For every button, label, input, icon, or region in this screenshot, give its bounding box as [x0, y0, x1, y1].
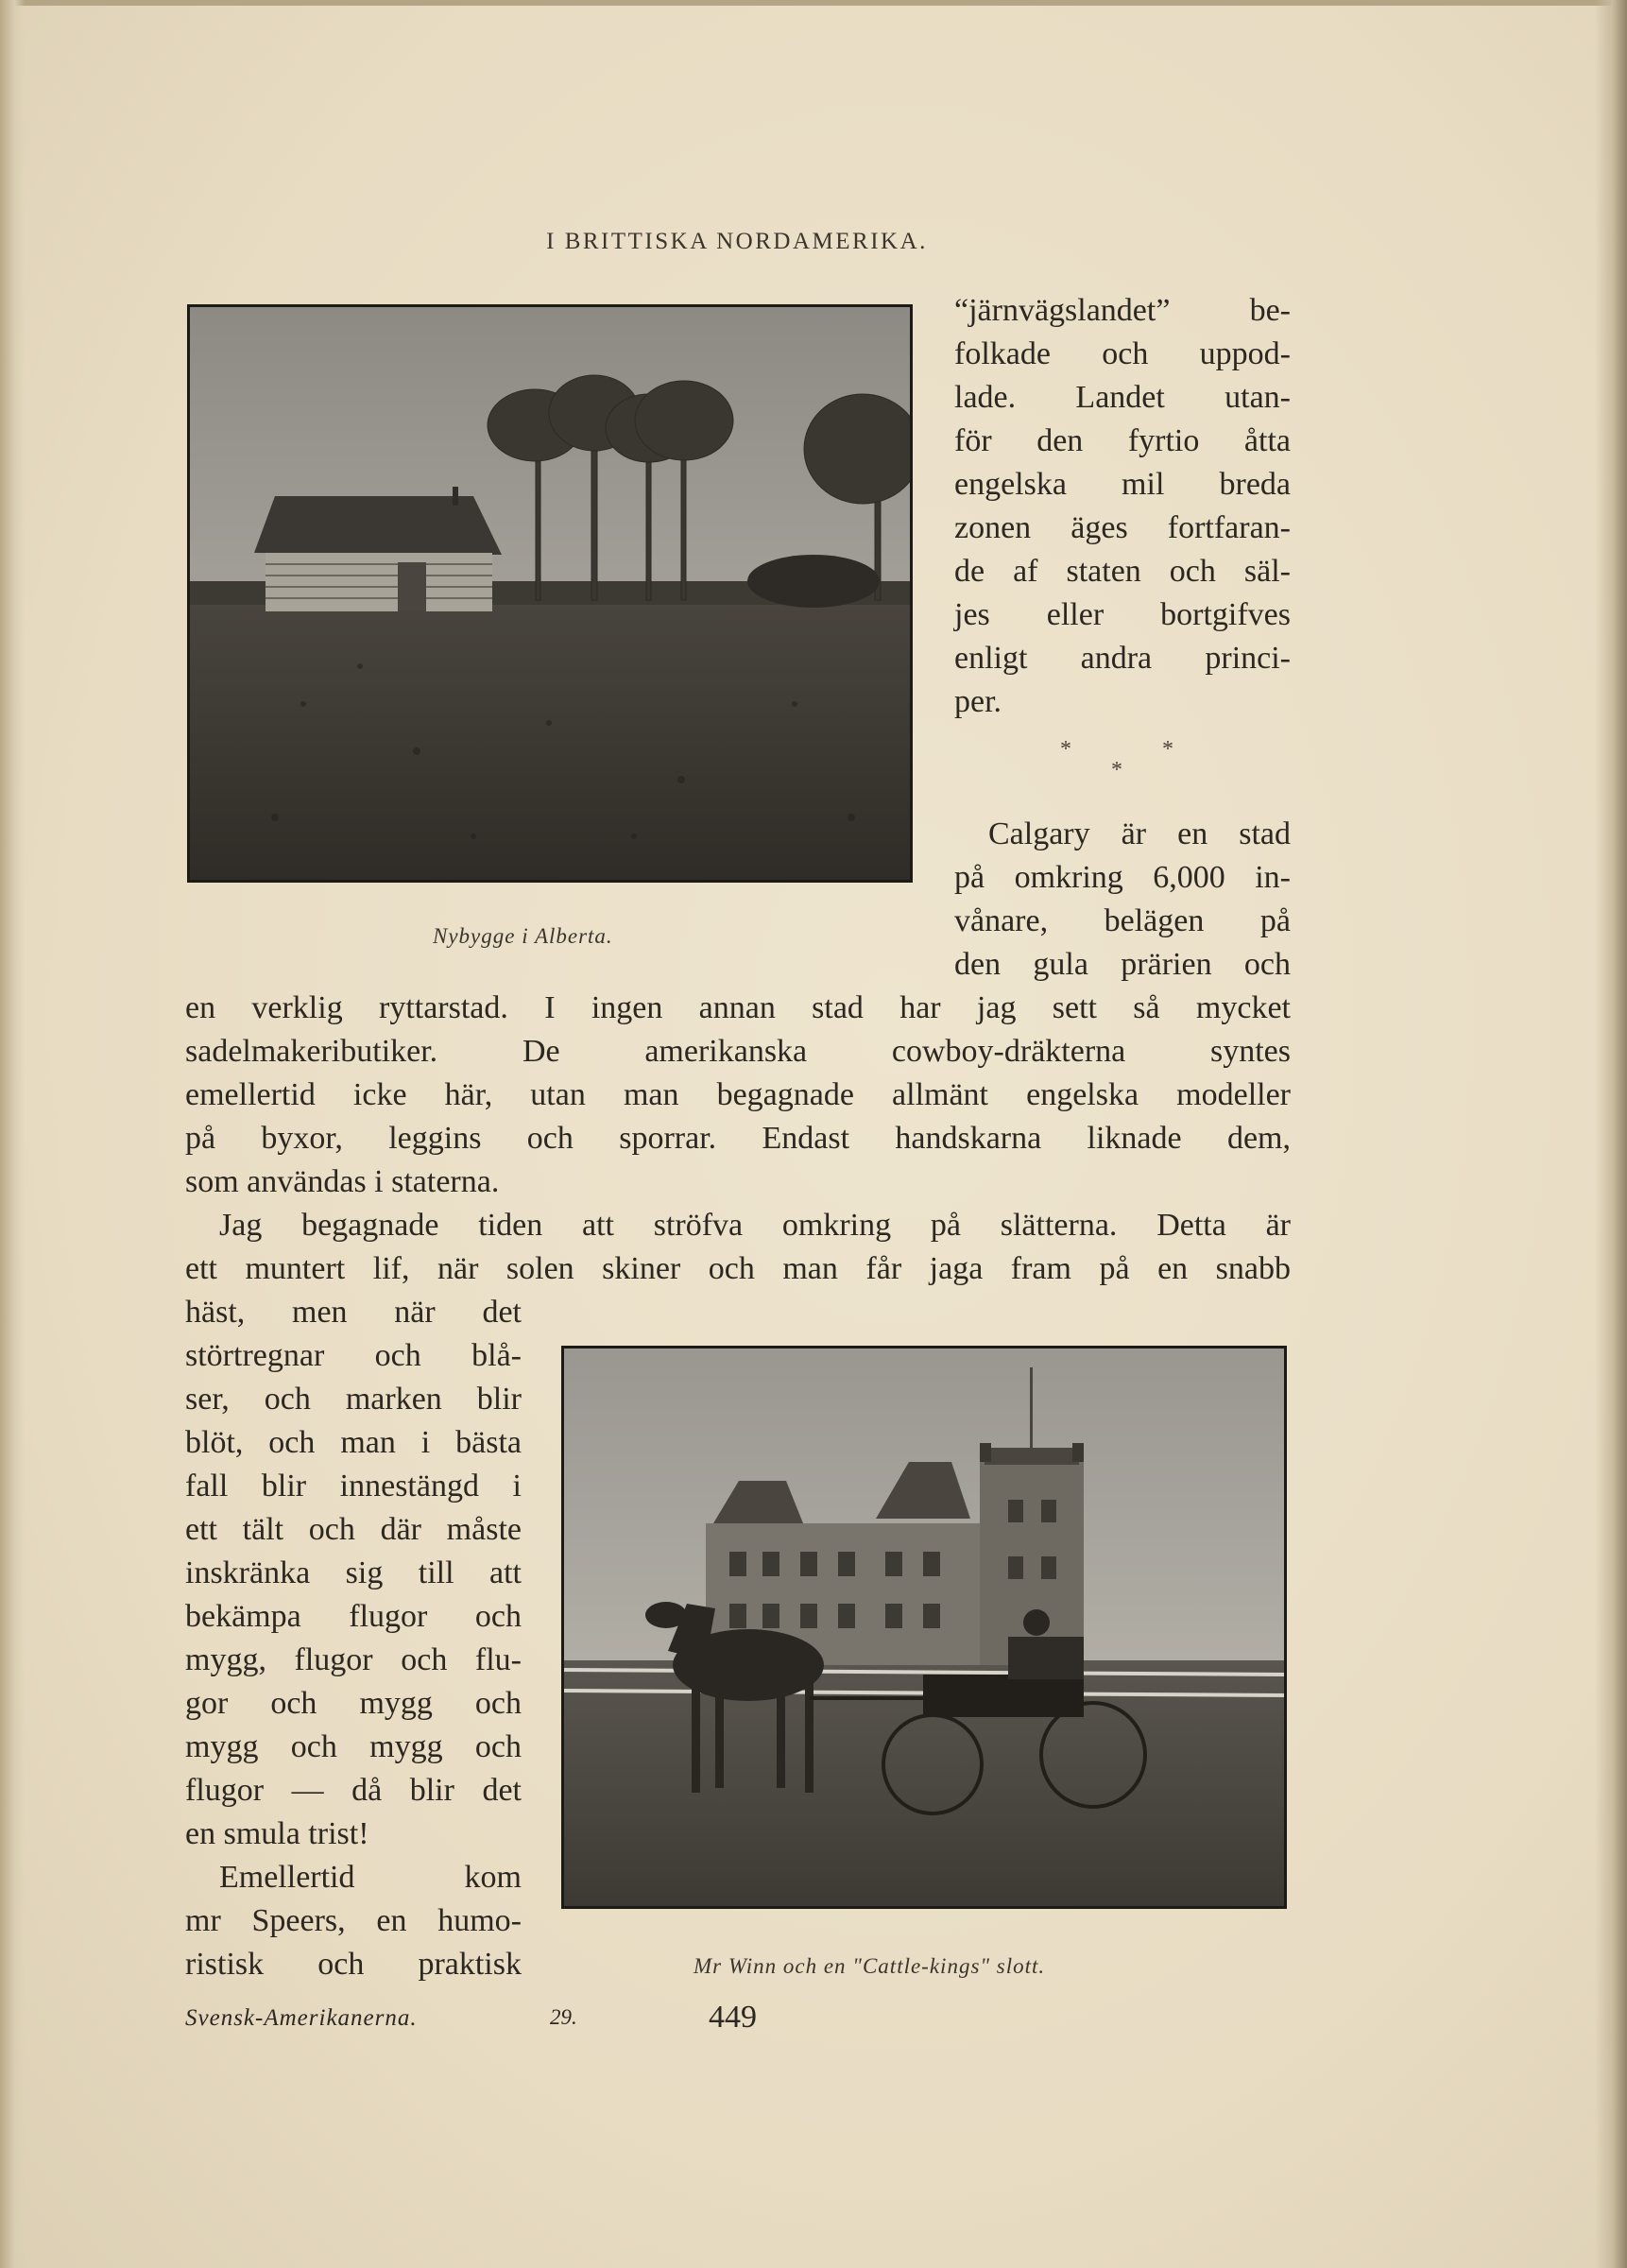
- asterisk: *: [1111, 758, 1122, 782]
- text-line: Emellertid kom: [219, 1860, 522, 1895]
- text-line: “järnvägslandet” be-: [954, 293, 1291, 328]
- text-line: per.: [954, 684, 1002, 719]
- text-line: Calgary är en stad: [988, 816, 1291, 851]
- text-line: gor och mygg och: [185, 1686, 522, 1721]
- left-column: [185, 1291, 522, 1986]
- text-line: jes eller bortgifves: [954, 597, 1291, 632]
- section-break-asterisks: [1039, 737, 1190, 784]
- asterisk: *: [1060, 737, 1071, 762]
- text-line: fall blir innestängd i: [185, 1469, 522, 1503]
- text-line: ristisk och praktisk: [185, 1947, 522, 1982]
- calgary-column: [954, 813, 1291, 987]
- photo-homestead: [187, 304, 913, 883]
- text-line: mygg, flugor och flu-: [185, 1642, 522, 1677]
- signature-number: 29.: [550, 2005, 577, 2029]
- top-right-column: [954, 289, 1291, 724]
- castle-illustration: [564, 1349, 1284, 1906]
- text-line: mr Speers, en humo-: [185, 1903, 522, 1938]
- text-line: en verklig ryttarstad. I ingen annan stad har jag sett så mycket: [185, 990, 1291, 1025]
- text-line: inskränka sig till att: [185, 1555, 522, 1590]
- text-line: enligt andra princi-: [954, 641, 1291, 676]
- running-head: I BRITTISKA NORDAMERIKA.: [546, 229, 928, 254]
- text-line: zonen äges fortfaran-: [954, 510, 1291, 545]
- page-number: 449: [709, 2000, 757, 2035]
- text-line: mygg och mygg och: [185, 1729, 522, 1764]
- page-right-edge: [1595, 0, 1627, 2268]
- text-line: lade. Landet utan-: [954, 380, 1291, 415]
- page-top-edge: [0, 0, 1627, 6]
- photo-castle-caption: Mr Winn och en "Cattle-kings" slott.: [694, 1954, 1046, 1978]
- text-line: för den fyrtio åtta: [954, 423, 1291, 458]
- text-line: vånare, belägen på: [954, 903, 1291, 938]
- text-line: den gula prärien och: [954, 947, 1291, 982]
- photo-homestead-caption: Nybygge i Alberta.: [433, 924, 613, 948]
- text-line: folkade och uppod-: [954, 336, 1291, 371]
- text-line: på byxor, leggins och sporrar. Endast handskarna liknade dem,: [185, 1121, 1291, 1156]
- text-line: häst, men när det: [185, 1295, 522, 1330]
- homestead-illustration: [190, 307, 910, 880]
- text-line: flugor — då blir det: [185, 1773, 522, 1808]
- text-line: en smula trist!: [185, 1816, 369, 1851]
- text-line: på omkring 6,000 in-: [954, 860, 1291, 895]
- text-line: ett tält och där måste: [185, 1512, 522, 1547]
- text-line: de af staten och säl-: [954, 554, 1291, 589]
- text-line: Jag begagnade tiden att ströfva omkring på slätterna. Detta är: [219, 1208, 1291, 1243]
- signature-mark: Svensk-Amerikanerna.: [185, 2005, 418, 2031]
- text-line: störtregnar och blå-: [185, 1338, 522, 1373]
- asterisk: *: [1162, 737, 1173, 762]
- text-line: ser, och marken blir: [185, 1382, 522, 1417]
- text-line: emellertid icke här, utan man begagnade allmänt engelska modeller: [185, 1077, 1291, 1112]
- page-left-edge: [0, 0, 25, 2268]
- full-width-paragraph-2: [185, 1204, 1291, 1291]
- text-line: bekämpa flugor och: [185, 1599, 522, 1634]
- text-line: engelska mil breda: [954, 467, 1291, 502]
- text-line: som användas i staterna.: [185, 1164, 500, 1199]
- full-width-paragraph-1: [185, 987, 1291, 1204]
- text-line: ett muntert lif, när solen skiner och man får jaga fram på en snabb: [185, 1251, 1291, 1286]
- photo-castle: [561, 1346, 1287, 1909]
- text-line: sadelmakeributiker. De amerikanska cowboy-dräkterna syntes: [185, 1034, 1291, 1069]
- text-line: blöt, och man i bästa: [185, 1425, 522, 1460]
